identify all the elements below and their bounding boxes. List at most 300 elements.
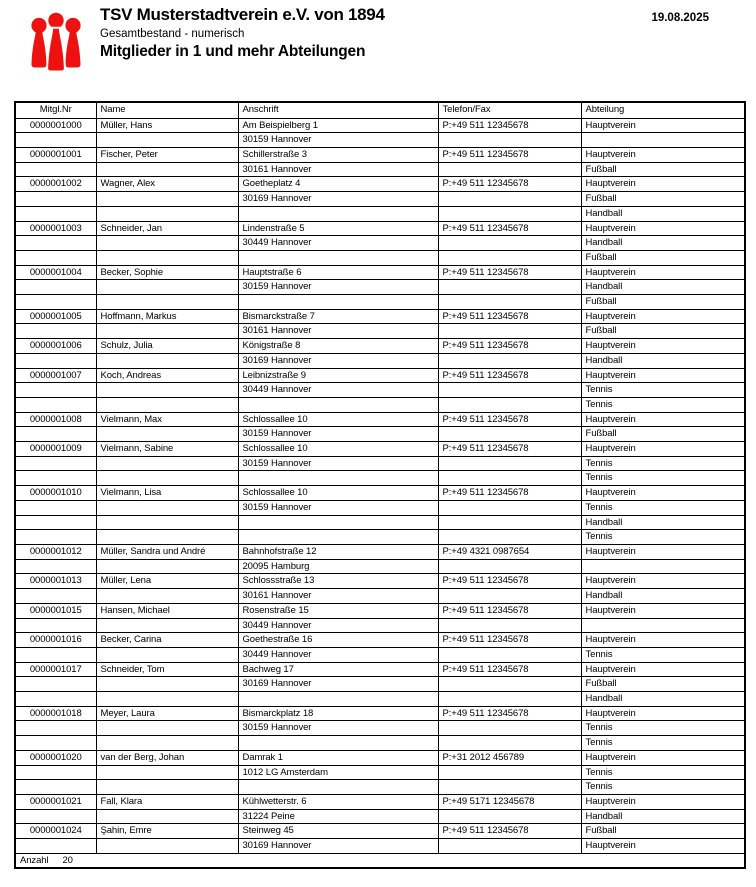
member-phone-cell <box>438 133 581 148</box>
member-nr-cell <box>15 236 96 251</box>
member-continuation-row <box>15 280 745 295</box>
member-nr-cell <box>15 677 96 692</box>
member-department-cell: Hauptverein <box>581 750 745 765</box>
member-nr-cell <box>15 765 96 780</box>
member-nr-cell: 0000001001 <box>15 148 96 163</box>
member-department-cell: Hauptverein <box>581 368 745 383</box>
member-phone-cell: P:+49 511 12345678 <box>438 221 581 236</box>
member-nr-cell <box>15 133 96 148</box>
member-phone-cell <box>438 471 581 486</box>
member-continuation-row <box>15 383 745 398</box>
member-department-cell: Fußball <box>581 427 745 442</box>
member-phone-cell <box>438 589 581 604</box>
member-name-cell: Becker, Sophie <box>96 265 238 280</box>
member-department-cell <box>581 559 745 574</box>
member-department-cell: Tennis <box>581 500 745 515</box>
member-row <box>15 633 745 648</box>
member-continuation-row <box>15 456 745 471</box>
member-continuation-row <box>15 559 745 574</box>
member-name-cell <box>96 780 238 795</box>
member-address-cell: 30159 Hannover <box>238 500 438 515</box>
member-address-cell: 30161 Hannover <box>238 589 438 604</box>
member-nr-cell: 0000001005 <box>15 309 96 324</box>
member-name-cell <box>96 530 238 545</box>
member-department-cell: Hauptverein <box>581 706 745 721</box>
member-phone-cell <box>438 839 581 854</box>
member-continuation-row <box>15 133 745 148</box>
member-nr-cell: 0000001017 <box>15 662 96 677</box>
member-department-cell: Handball <box>581 236 745 251</box>
member-department-cell: Hauptverein <box>581 633 745 648</box>
member-row <box>15 309 745 324</box>
count-value: 20 <box>62 854 73 866</box>
member-phone-cell <box>438 397 581 412</box>
member-nr-cell <box>15 324 96 339</box>
member-nr-cell <box>15 515 96 530</box>
pawn-right-head <box>65 18 80 33</box>
member-address-cell <box>238 692 438 707</box>
member-address-cell: Goetheplatz 4 <box>238 177 438 192</box>
member-name-cell: Hansen, Michael <box>96 603 238 618</box>
member-phone-cell <box>438 618 581 633</box>
member-name-cell: Müller, Hans <box>96 118 238 133</box>
member-department-cell: Hauptverein <box>581 412 745 427</box>
member-department-cell: Hauptverein <box>581 118 745 133</box>
member-address-cell: Kühlwetterstr. 6 <box>238 794 438 809</box>
member-phone-cell <box>438 765 581 780</box>
member-row <box>15 544 745 559</box>
member-address-cell <box>238 780 438 795</box>
member-row <box>15 486 745 501</box>
member-row <box>15 412 745 427</box>
member-name-cell: Koch, Andreas <box>96 368 238 383</box>
member-phone-cell <box>438 295 581 310</box>
member-nr-cell <box>15 839 96 854</box>
member-department-cell: Hauptverein <box>581 544 745 559</box>
member-phone-cell: P:+49 511 12345678 <box>438 339 581 354</box>
member-department-cell: Hauptverein <box>581 442 745 457</box>
member-nr-cell: 0000001004 <box>15 265 96 280</box>
member-continuation-row <box>15 471 745 486</box>
member-department-cell: Fußball <box>581 162 745 177</box>
member-nr-cell <box>15 427 96 442</box>
member-address-cell: Schillerstraße 3 <box>238 148 438 163</box>
member-nr-cell <box>15 397 96 412</box>
member-name-cell <box>96 618 238 633</box>
member-department-cell: Hauptverein <box>581 177 745 192</box>
member-nr-cell <box>15 250 96 265</box>
member-department-cell: Hauptverein <box>581 794 745 809</box>
member-nr-cell: 0000001000 <box>15 118 96 133</box>
member-address-cell: Steinweg 45 <box>238 824 438 839</box>
member-department-cell: Hauptverein <box>581 574 745 589</box>
member-address-cell: Leibnizstraße 9 <box>238 368 438 383</box>
member-address-cell: Bismarckstraße 7 <box>238 309 438 324</box>
member-name-cell: Vielmann, Sabine <box>96 442 238 457</box>
member-phone-cell <box>438 427 581 442</box>
member-department-cell: Handball <box>581 589 745 604</box>
member-name-cell: Fischer, Peter <box>96 148 238 163</box>
member-count-cell <box>15 853 745 868</box>
table-footer-row <box>15 853 745 868</box>
member-address-cell: Bachweg 17 <box>238 662 438 677</box>
member-address-cell: 30159 Hannover <box>238 427 438 442</box>
member-nr-cell: 0000001009 <box>15 442 96 457</box>
member-address-cell: Bismarckplatz 18 <box>238 706 438 721</box>
member-row <box>15 221 745 236</box>
member-nr-cell <box>15 295 96 310</box>
member-name-cell <box>96 206 238 221</box>
member-address-cell: Goethestraße 16 <box>238 633 438 648</box>
member-department-cell: Fußball <box>581 250 745 265</box>
member-address-cell: Hauptstraße 6 <box>238 265 438 280</box>
report-titles <box>100 5 385 61</box>
member-department-cell: Fußball <box>581 192 745 207</box>
member-department-cell: Hauptverein <box>581 221 745 236</box>
member-nr-cell <box>15 589 96 604</box>
member-nr-cell <box>15 530 96 545</box>
member-name-cell: Meyer, Laura <box>96 706 238 721</box>
member-continuation-row <box>15 192 745 207</box>
member-phone-cell: P:+49 511 12345678 <box>438 486 581 501</box>
member-address-cell <box>238 471 438 486</box>
member-nr-cell: 0000001010 <box>15 486 96 501</box>
member-phone-cell <box>438 780 581 795</box>
member-phone-cell: P:+49 511 12345678 <box>438 177 581 192</box>
member-name-cell: Wagner, Alex <box>96 177 238 192</box>
member-name-cell: Fall, Klara <box>96 794 238 809</box>
member-phone-cell: P:+49 511 12345678 <box>438 603 581 618</box>
member-address-cell: 30449 Hannover <box>238 647 438 662</box>
member-department-cell: Hauptverein <box>581 148 745 163</box>
member-address-cell <box>238 530 438 545</box>
member-row <box>15 339 745 354</box>
member-continuation-row <box>15 589 745 604</box>
member-continuation-row <box>15 236 745 251</box>
member-row <box>15 177 745 192</box>
member-nr-cell <box>15 618 96 633</box>
member-address-cell: 31224 Peine <box>238 809 438 824</box>
member-nr-cell <box>15 721 96 736</box>
member-nr-cell: 0000001024 <box>15 824 96 839</box>
member-department-cell: Tennis <box>581 647 745 662</box>
member-name-cell <box>96 765 238 780</box>
member-address-cell: 30159 Hannover <box>238 133 438 148</box>
member-continuation-row <box>15 721 745 736</box>
member-nr-cell <box>15 500 96 515</box>
member-name-cell <box>96 324 238 339</box>
member-address-cell: 30159 Hannover <box>238 280 438 295</box>
member-phone-cell <box>438 736 581 751</box>
member-nr-cell: 0000001006 <box>15 339 96 354</box>
member-department-cell: Handball <box>581 692 745 707</box>
member-phone-cell <box>438 353 581 368</box>
member-phone-cell: P:+49 511 12345678 <box>438 442 581 457</box>
member-address-cell: Rosenstraße 15 <box>238 603 438 618</box>
member-name-cell: Schneider, Jan <box>96 221 238 236</box>
member-nr-cell: 0000001008 <box>15 412 96 427</box>
member-row <box>15 118 745 133</box>
member-phone-cell <box>438 500 581 515</box>
member-continuation-row <box>15 162 745 177</box>
member-address-cell: 30449 Hannover <box>238 383 438 398</box>
pawn-center-body <box>47 28 65 72</box>
member-nr-cell <box>15 559 96 574</box>
member-name-cell <box>96 692 238 707</box>
pawn-left-head <box>31 18 46 33</box>
member-continuation-row <box>15 736 745 751</box>
member-phone-cell <box>438 250 581 265</box>
member-name-cell <box>96 471 238 486</box>
member-row <box>15 574 745 589</box>
member-phone-cell <box>438 530 581 545</box>
member-department-cell: Tennis <box>581 736 745 751</box>
member-name-cell <box>96 515 238 530</box>
member-nr-cell: 0000001021 <box>15 794 96 809</box>
member-phone-cell: P:+49 511 12345678 <box>438 148 581 163</box>
member-address-cell: 30169 Hannover <box>238 192 438 207</box>
member-phone-cell: P:+49 511 12345678 <box>438 368 581 383</box>
member-department-cell: Hauptverein <box>581 339 745 354</box>
member-continuation-row <box>15 530 745 545</box>
member-name-cell: Vielmann, Max <box>96 412 238 427</box>
member-address-cell: Bahnhofstraße 12 <box>238 544 438 559</box>
member-department-cell: Tennis <box>581 721 745 736</box>
member-department-cell: Hauptverein <box>581 839 745 854</box>
member-department-cell: Tennis <box>581 530 745 545</box>
member-phone-cell <box>438 692 581 707</box>
member-name-cell <box>96 383 238 398</box>
member-name-cell <box>96 133 238 148</box>
member-nr-cell <box>15 471 96 486</box>
member-row <box>15 603 745 618</box>
member-nr-cell: 0000001015 <box>15 603 96 618</box>
member-department-cell: Tennis <box>581 397 745 412</box>
member-address-cell <box>238 397 438 412</box>
member-department-cell: Handball <box>581 206 745 221</box>
member-phone-cell <box>438 677 581 692</box>
member-department-cell <box>581 618 745 633</box>
member-phone-cell <box>438 647 581 662</box>
member-phone-cell: P:+49 4321 0987654 <box>438 544 581 559</box>
member-nr-cell: 0000001013 <box>15 574 96 589</box>
member-nr-cell <box>15 192 96 207</box>
member-row <box>15 662 745 677</box>
member-name-cell: Şahin, Emre <box>96 824 238 839</box>
member-name-cell: Schulz, Julia <box>96 339 238 354</box>
member-nr-cell: 0000001020 <box>15 750 96 765</box>
report-date: 19.08.2025 <box>651 12 709 24</box>
member-nr-cell <box>15 456 96 471</box>
member-nr-cell <box>15 809 96 824</box>
member-name-cell <box>96 456 238 471</box>
member-name-cell <box>96 721 238 736</box>
member-phone-cell: P:+49 511 12345678 <box>438 824 581 839</box>
member-department-cell: Hauptverein <box>581 309 745 324</box>
member-department-cell: Hauptverein <box>581 662 745 677</box>
member-continuation-row <box>15 809 745 824</box>
member-name-cell <box>96 397 238 412</box>
member-nr-cell <box>15 206 96 221</box>
member-department-cell: Fußball <box>581 324 745 339</box>
member-phone-cell <box>438 456 581 471</box>
col-header-abteilung: Abteilung <box>581 102 745 118</box>
member-address-cell <box>238 736 438 751</box>
member-department-cell: Hauptverein <box>581 486 745 501</box>
member-department-cell: Hauptverein <box>581 265 745 280</box>
member-address-cell: 30449 Hannover <box>238 618 438 633</box>
member-continuation-row <box>15 295 745 310</box>
member-phone-cell <box>438 383 581 398</box>
member-continuation-row <box>15 692 745 707</box>
member-nr-cell <box>15 383 96 398</box>
member-continuation-row <box>15 515 745 530</box>
member-department-cell: Tennis <box>581 765 745 780</box>
member-phone-cell: P:+49 511 12345678 <box>438 706 581 721</box>
member-address-cell: Am Beispielberg 1 <box>238 118 438 133</box>
member-continuation-row <box>15 324 745 339</box>
member-department-cell: Tennis <box>581 471 745 486</box>
member-name-cell: Müller, Lena <box>96 574 238 589</box>
member-address-cell: Schlossallee 10 <box>238 486 438 501</box>
member-name-cell <box>96 353 238 368</box>
member-address-cell: 30169 Hannover <box>238 353 438 368</box>
member-phone-cell: P:+31 2012 456789 <box>438 750 581 765</box>
member-nr-cell <box>15 353 96 368</box>
member-nr-cell <box>15 780 96 795</box>
member-address-cell: Lindenstraße 5 <box>238 221 438 236</box>
member-name-cell <box>96 500 238 515</box>
member-continuation-row <box>15 250 745 265</box>
member-name-cell: Vielmann, Lisa <box>96 486 238 501</box>
member-address-cell: 30449 Hannover <box>238 236 438 251</box>
member-phone-cell: P:+49 511 12345678 <box>438 574 581 589</box>
member-continuation-row <box>15 397 745 412</box>
member-name-cell <box>96 236 238 251</box>
member-phone-cell: P:+49 511 12345678 <box>438 309 581 324</box>
member-name-cell <box>96 839 238 854</box>
member-row <box>15 706 745 721</box>
member-nr-cell: 0000001018 <box>15 706 96 721</box>
member-address-cell: Schlossstraße 13 <box>238 574 438 589</box>
member-row <box>15 265 745 280</box>
member-phone-cell <box>438 192 581 207</box>
col-header-mitglnr: Mitgl.Nr <box>15 102 96 118</box>
member-address-cell: Königstraße 8 <box>238 339 438 354</box>
member-phone-cell: P:+49 5171 12345678 <box>438 794 581 809</box>
member-table-body <box>15 118 745 853</box>
member-address-cell: Schlossallee 10 <box>238 442 438 457</box>
member-name-cell: Hoffmann, Markus <box>96 309 238 324</box>
member-address-cell: 30161 Hannover <box>238 324 438 339</box>
member-row <box>15 794 745 809</box>
member-name-cell <box>96 647 238 662</box>
member-phone-cell: P:+49 511 12345678 <box>438 633 581 648</box>
member-nr-cell <box>15 280 96 295</box>
pawn-center-head <box>47 12 64 29</box>
member-department-cell: Tennis <box>581 456 745 471</box>
member-address-cell <box>238 250 438 265</box>
member-address-cell <box>238 206 438 221</box>
col-header-telefon-fax: Telefon/Fax <box>438 102 581 118</box>
member-name-cell <box>96 192 238 207</box>
member-department-cell: Hauptverein <box>581 603 745 618</box>
member-name-cell <box>96 280 238 295</box>
member-department-cell: Handball <box>581 809 745 824</box>
member-department-cell: Handball <box>581 353 745 368</box>
member-nr-cell <box>15 736 96 751</box>
member-department-cell <box>581 133 745 148</box>
member-continuation-row <box>15 647 745 662</box>
count-label: Anzahl <box>20 854 49 866</box>
member-continuation-row <box>15 780 745 795</box>
member-phone-cell: P:+49 511 12345678 <box>438 412 581 427</box>
member-phone-cell: P:+49 511 12345678 <box>438 662 581 677</box>
member-name-cell <box>96 295 238 310</box>
member-nr-cell: 0000001016 <box>15 633 96 648</box>
member-continuation-row <box>15 677 745 692</box>
member-phone-cell <box>438 162 581 177</box>
pawn-right-body <box>65 31 80 68</box>
member-address-cell: Schlossallee 10 <box>238 412 438 427</box>
member-continuation-row <box>15 618 745 633</box>
member-row <box>15 148 745 163</box>
member-name-cell <box>96 427 238 442</box>
pawn-left-body <box>31 31 46 68</box>
member-phone-cell <box>438 515 581 530</box>
member-table <box>14 101 746 869</box>
member-phone-cell <box>438 721 581 736</box>
member-department-cell: Fußball <box>581 677 745 692</box>
member-nr-cell: 0000001002 <box>15 177 96 192</box>
member-department-cell: Fußball <box>581 824 745 839</box>
member-name-cell: Schneider, Tom <box>96 662 238 677</box>
member-phone-cell <box>438 559 581 574</box>
member-continuation-row <box>15 839 745 854</box>
member-address-cell <box>238 295 438 310</box>
member-nr-cell: 0000001012 <box>15 544 96 559</box>
member-address-cell <box>238 515 438 530</box>
member-phone-cell <box>438 206 581 221</box>
member-address-cell: 30169 Hannover <box>238 677 438 692</box>
member-address-cell: 30159 Hannover <box>238 456 438 471</box>
member-department-cell: Tennis <box>581 383 745 398</box>
member-name-cell <box>96 162 238 177</box>
club-logo-three-pawns-icon <box>27 10 85 74</box>
member-continuation-row <box>15 500 745 515</box>
member-name-cell <box>96 559 238 574</box>
member-department-cell: Handball <box>581 280 745 295</box>
member-name-cell: Müller, Sandra und André <box>96 544 238 559</box>
member-address-cell: 30159 Hannover <box>238 721 438 736</box>
member-phone-cell <box>438 236 581 251</box>
member-nr-cell <box>15 692 96 707</box>
member-phone-cell <box>438 324 581 339</box>
member-continuation-row <box>15 206 745 221</box>
member-row <box>15 368 745 383</box>
member-name-cell: Becker, Carina <box>96 633 238 648</box>
club-name: TSV Musterstadtverein e.V. von 1894 <box>100 5 385 24</box>
table-header-row <box>15 102 745 118</box>
member-phone-cell <box>438 809 581 824</box>
member-name-cell <box>96 809 238 824</box>
member-address-cell: 30161 Hannover <box>238 162 438 177</box>
member-name-cell: van der Berg, Johan <box>96 750 238 765</box>
member-name-cell <box>96 589 238 604</box>
report-subtitle: Gesamtbestand - numerisch <box>100 28 245 40</box>
member-phone-cell <box>438 280 581 295</box>
col-header-name: Name <box>96 102 238 118</box>
